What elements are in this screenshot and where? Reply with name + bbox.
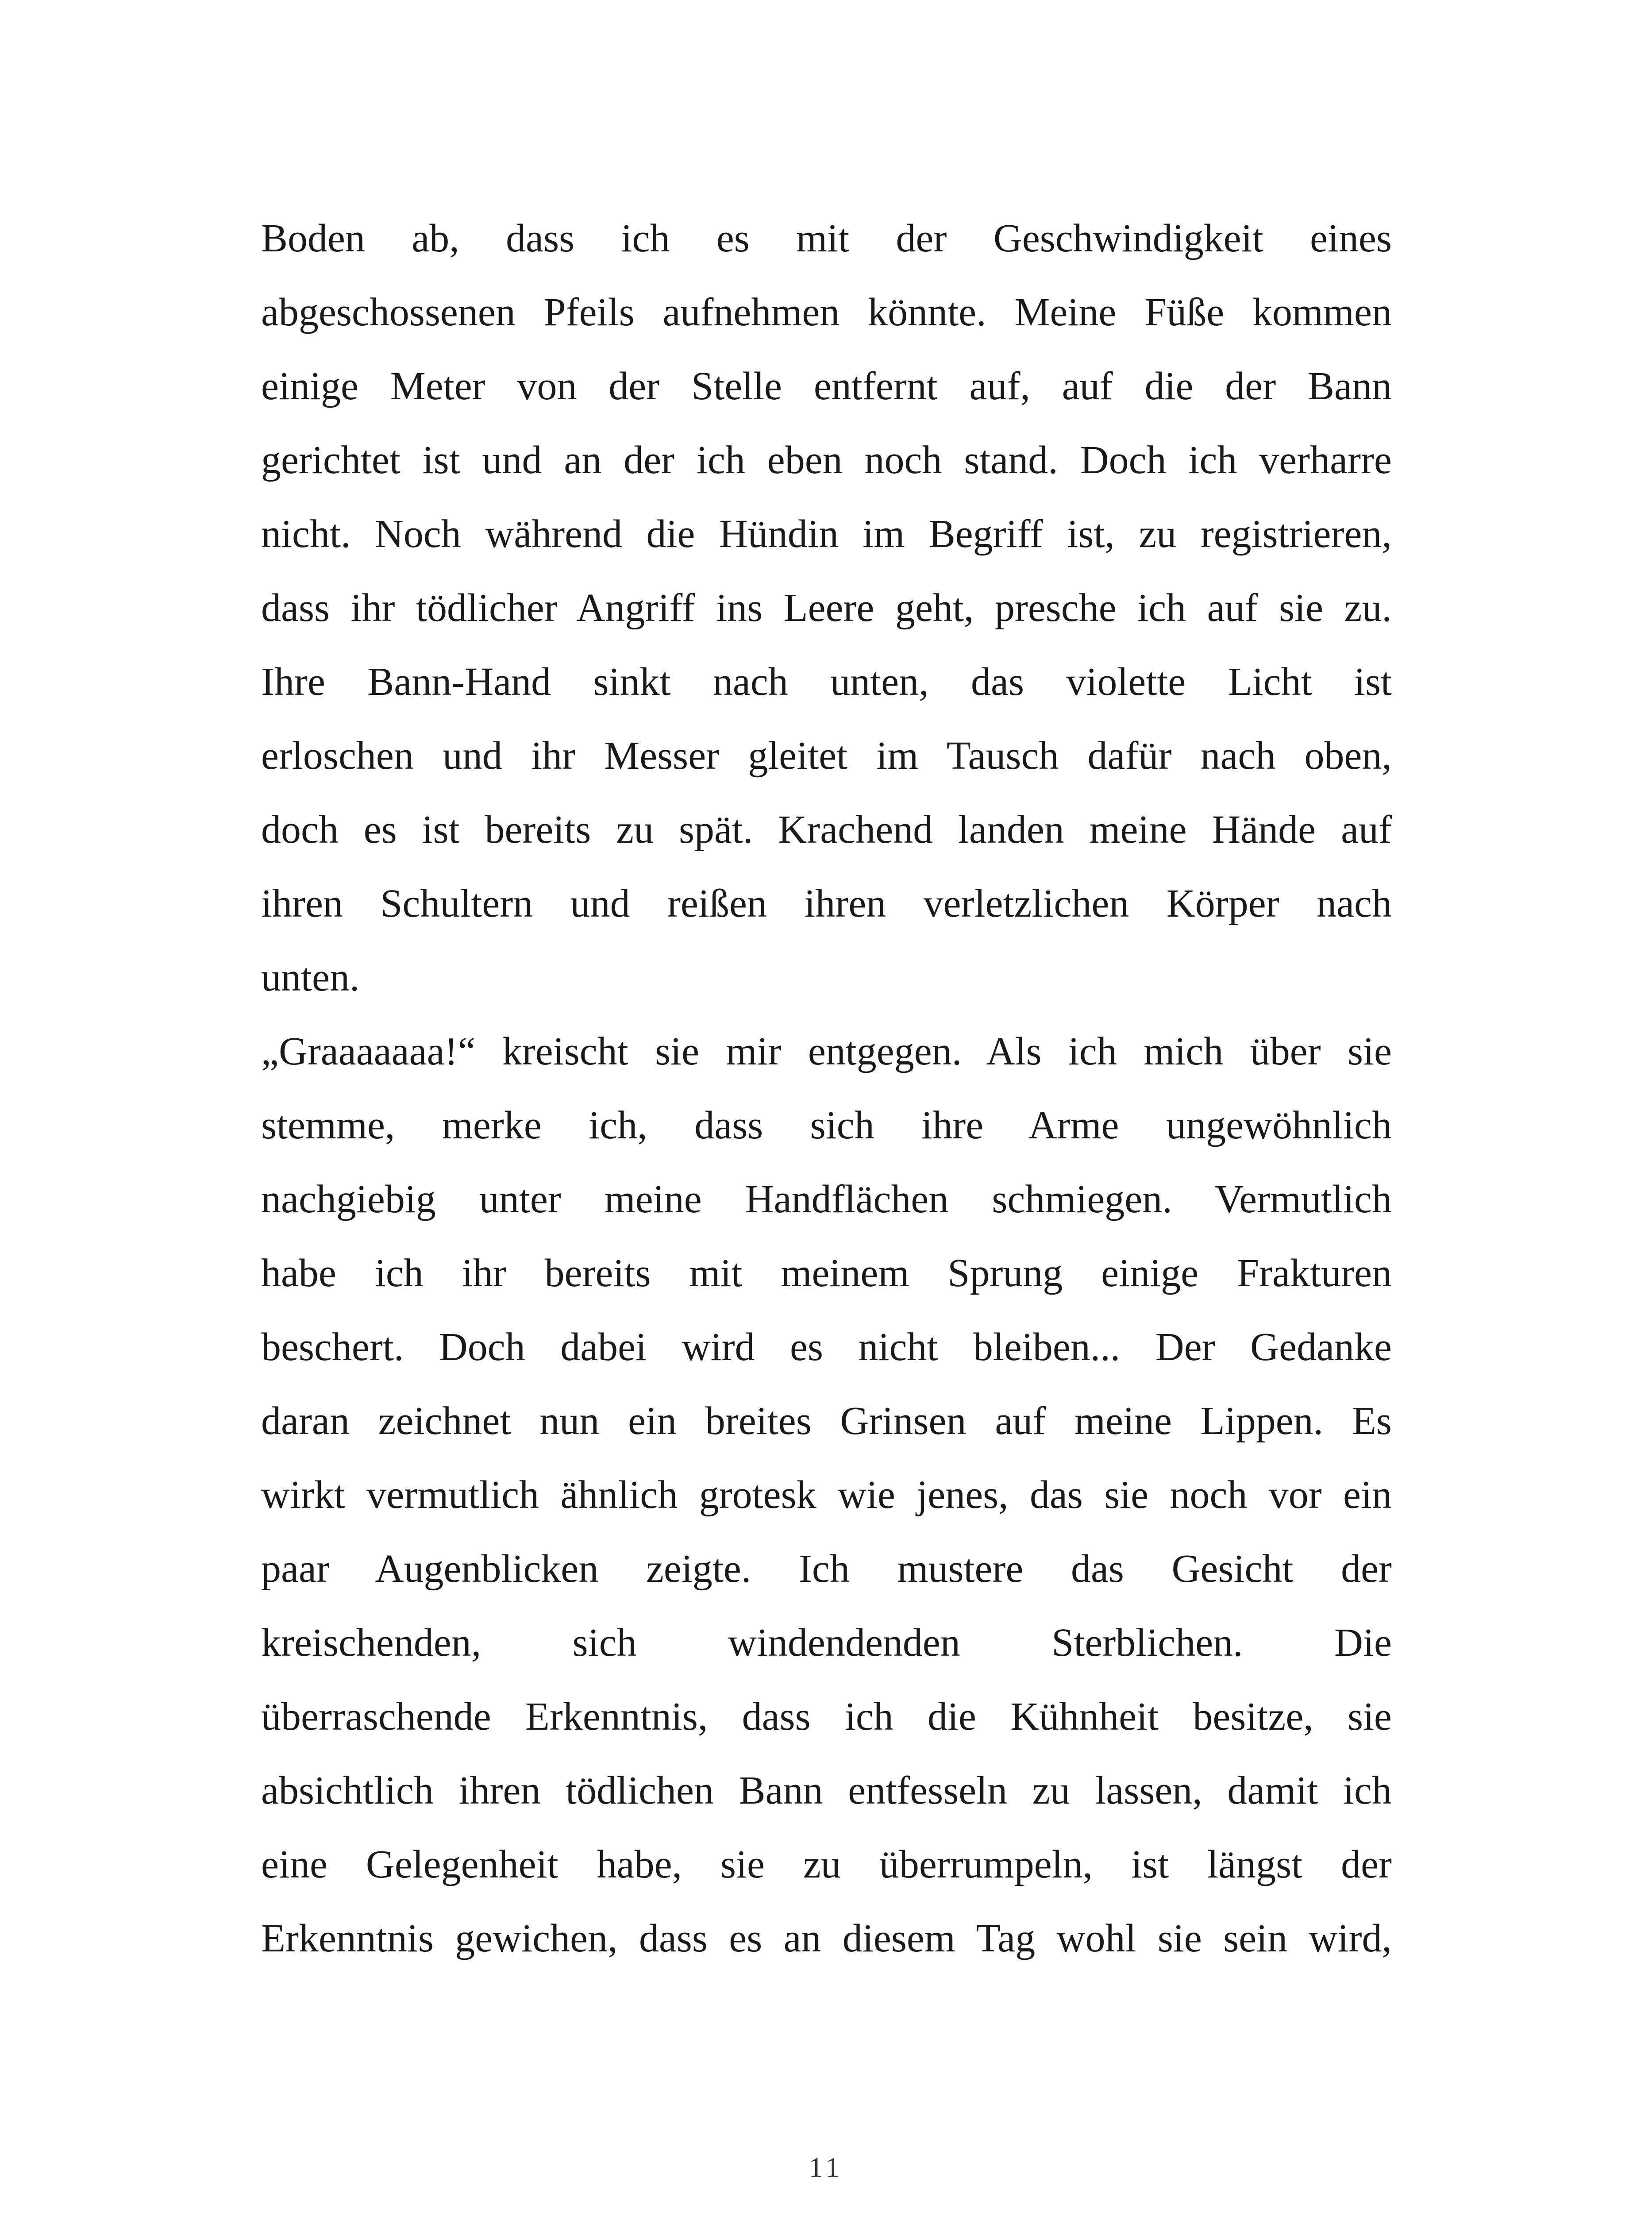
- text-line: Boden ab, dass ich es mit der Geschwindigkeit eines: [261, 216, 1392, 260]
- text-line: „Graaaaaaa!“ kreischt sie mir entgegen. Als ich mich über sie: [261, 1029, 1392, 1073]
- text-line: einige Meter von der Stelle entfernt auf, auf die der Bann: [261, 364, 1392, 408]
- text-line: daran zeichnet nun ein breites Grinsen auf meine Lippen. Es: [261, 1399, 1392, 1443]
- text-line: wirkt vermutlich ähnlich grotesk wie jenes, das sie noch vor ein: [261, 1473, 1392, 1517]
- text-line: stemme, merke ich, dass sich ihre Arme ungewöhnlich: [261, 1103, 1392, 1147]
- text-line: Ihre Bann-Hand sinkt nach unten, das violette Licht ist: [261, 660, 1392, 704]
- text-line: paar Augenblicken zeigte. Ich mustere das Gesicht der: [261, 1547, 1392, 1591]
- text-line: Erkenntnis gewichen, dass es an diesem Tag wohl sie sein wird,: [261, 1916, 1392, 1960]
- body-text: [261, 201, 1392, 1975]
- text-line: doch es ist bereits zu spät. Krachend landen meine Hände auf: [261, 808, 1392, 852]
- text-line: eine Gelegenheit habe, sie zu überrumpeln, ist längst der: [261, 1843, 1392, 1886]
- paragraph-2: [261, 1014, 1392, 1975]
- text-line: habe ich ihr bereits mit meinem Sprung einige Frakturen: [261, 1251, 1392, 1295]
- text-line: unten.: [261, 956, 360, 999]
- page-number: 11: [809, 2151, 843, 2183]
- paragraph-1: [261, 201, 1392, 1014]
- text-line: erloschen und ihr Messer gleitet im Tausch dafür nach oben,: [261, 734, 1392, 778]
- text-line: gerichtet ist und an der ich eben noch stand. Doch ich verharre: [261, 438, 1392, 482]
- text-line: beschert. Doch dabei wird es nicht bleiben... Der Gedanke: [261, 1325, 1392, 1369]
- text-line: abgeschossenen Pfeils aufnehmen könnte. Meine Füße kommen: [261, 290, 1392, 334]
- text-line: kreischenden, sich windendenden Sterblichen. Die: [261, 1621, 1392, 1665]
- text-line: ihren Schultern und reißen ihren verletzlichen Körper nach: [261, 882, 1392, 925]
- text-line: nachgiebig unter meine Handflächen schmiegen. Vermutlich: [261, 1177, 1392, 1221]
- text-line: absichtlich ihren tödlichen Bann entfesseln zu lassen, damit ich: [261, 1769, 1392, 1812]
- text-line: nicht. Noch während die Hündin im Begriff ist, zu registrieren,: [261, 512, 1392, 556]
- text-line: überraschende Erkenntnis, dass ich die Kühnheit besitze, sie: [261, 1695, 1392, 1739]
- text-line: dass ihr tödlicher Angriff ins Leere geht, presche ich auf sie zu.: [261, 586, 1392, 630]
